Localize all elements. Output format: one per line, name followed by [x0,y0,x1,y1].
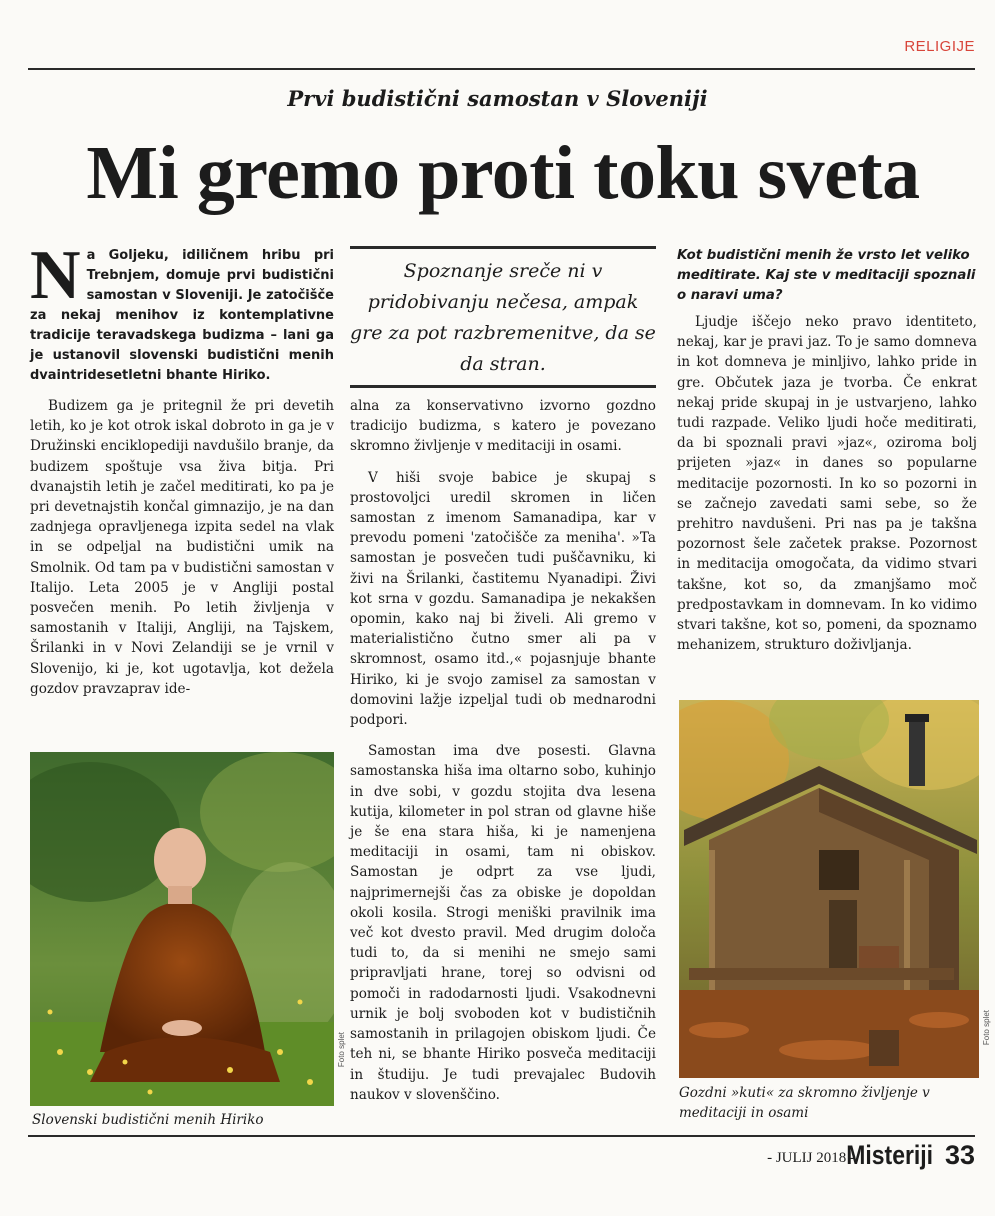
monk-photo-illustration [30,752,334,1106]
photo-credit: Foto splet [337,1032,346,1068]
body-paragraph: V hiši svoje babice je skupaj s prostovoljci uredil skromen in ličen samostan z imenom Samanadipa, kar v prevodu pomeni 'zatočišče za meniha'. »Ta samostan je posvečen tudi puščavniku, ki živi na Šrilanki, častitemu Nyanadipi. Živi kot srna v gozdu. Samanadipa je nekakšen opomin, kako naj bi živeli. Ali gremo v materialistično čutno smer ali pa v skromnost, osamo itd.,« pojasnjuje bhante Hiriko, ki je svojo zamisel za samostan v domovini lažje izpeljal tudi ob mednarodni podpori. [350,469,656,729]
photo-credit: Foto splet [982,1010,991,1046]
footer-magazine: Misteriji [846,1140,933,1170]
column-2 [350,396,656,1105]
body-paragraph: Budizem ga je pritegnil že pri devetih letih, ko je kot otrok iskal dobroto in ga je v Družinski enciklopediji navdušilo branje, da budizem spoštuje vsa živa bitja. Pri dvanajstih letih je začel meditirati, ko pa je pri devetnajstih končal gimnazijo, je na dan zadnjega opravljenega izpita sedel na vlak in se odpeljal na budistični umik na Smolnik. Od tam pa v budistični samostan v Italijo. Leta 2005 je v Angliji postal posvečen menih. Po letih življenja v samostanih v Italiji, Angliji, na Tajskem, Šrilanki in v Novi Zelandiji se je vrnil v Slovenijo, ki je, kot ugotavlja, kot dežela gozdov pravzaprav ide- [30,398,334,697]
body-paragraph: alna za konservativno izvorno gozdno tradicijo budizma, s katero je povezano skromno življenje v meditaciji in osami. [350,398,656,455]
interview-question: Kot budistični menih že vrsto let veliko meditirate. Kaj ste v meditaciji spoznali o naravi uma? [677,248,976,303]
photo-caption: Slovenski budistični menih Hiriko [32,1112,264,1128]
column-3 [677,246,977,655]
column-1-body [30,396,334,699]
pull-quote: Spoznanje sreče ni v pridobivanju nečesa, ampak gre za pot razbremenitve, da se da stran. [350,260,656,375]
top-rule [28,68,975,70]
bottom-rule [28,1135,975,1137]
hut-photo-illustration [679,700,979,1078]
footer-page-number: 33 [944,1140,975,1170]
lead-text: a Goljeku, idiličnem hribu pri Trebnjem, domuje prvi budistični samostan v Sloveniji. Je zatočišče za nekaj menihov iz kontemplativne tradicije teravadskega budizma – lani ga je ustanovil slovenski budistični menih dvaintridesetletni bhante Hiriko. [30,248,334,383]
pull-quote-rule-top [350,246,656,249]
lead-paragraph [30,237,334,386]
body-paragraph: Samostan ima dve posesti. Glavna samostanska hiša ima oltarno sobo, kuhinjo in dve sobi, v gozdu stojita dva lesena kutija, kilometer in pol stran od glavne hiše je še ena stara hiša, ki je namenjena meditaciji in osami, tam ni obiskov. Samostan je odprt za vse ljudi, najprimernejši čas za obiske je dopoldan okoli kosila. Strogi meniški pravilnik ima več kot dvesto pravil. Med drugim določa tudi to, da si menihi ne smejo sami pripravljati hrane, torej so odvisni od pomoči in radodarnosti ljudi. Vsakodnevni urnik je bolj svoboden kot v budističnih samostanih in prilagojen obiskom ljudi. Če teh ni, se bhante Hiriko posveča meditaciji in študiju. Je tudi prevajalec Budovih naukov v slovenščino. [350,743,656,1103]
kicker: Prvi budistični samostan v Sloveniji [287,86,708,111]
photo-monk [30,752,346,1106]
photo-hut [679,700,991,1078]
interview-answer [677,312,977,655]
column-1 [30,237,334,699]
drop-cap: N [30,237,81,314]
section-label: RELIGIJE [904,38,975,55]
body-paragraph: Ljudje iščejo neko pravo identiteto, nekaj, kar je pravi jaz. To je samo domneva in kot domneva je minljivo, lahko pride in gre. Občutek jaza je tvorba. Če enkrat nekaj pride skupaj in je ustvarjeno, lahko tudi razpade. Veliko ljudi hoče meditirati, da bi spoznali pravi »jaz«, oziroma bolj prijeten »jaz« in danes so popularne meditacije pozornosti. In ko so pozorni in se začnejo zavedati sami sebe, so že prehitro navdušeni. Pri nas pa je takšna pozornost šele začetek prakse. Pozornost in meditacija omogočata, da vidimo stvari takšne, kot so, da zmanjšamo moč predpostavkam in domnevam. In ko vidimo stvari takšne, kot so, pomeni, da spoznamo mehanizem, strukturo doživljanja. [677,314,977,654]
footer-date: - JULIJ 2018 - [767,1150,855,1166]
headline: Mi gremo proti toku sveta [86,131,920,215]
pull-quote-rule-bottom [350,385,656,388]
photo-caption: Gozdni »kuti« za skromno življenje v meditaciji in osami [679,1085,930,1121]
